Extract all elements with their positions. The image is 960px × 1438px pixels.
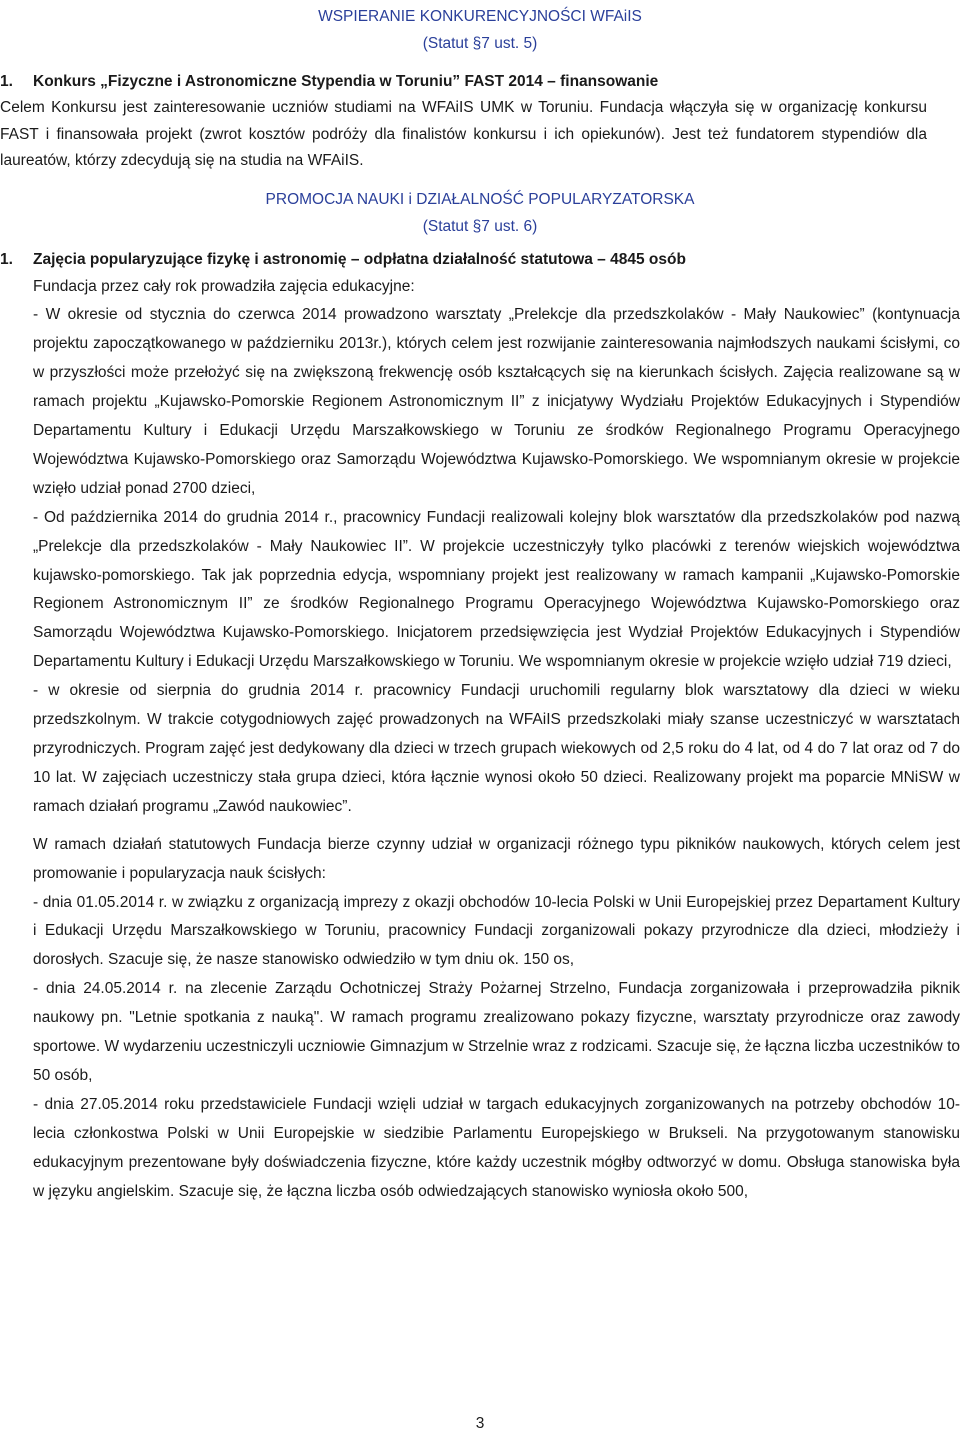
paragraph-gap [33, 822, 960, 831]
paragraph: W ramach działań statutowych Fundacja bierze czynny udział w organizacji różnego typu pikników naukowych, których celem jest promowanie i popularyzacja nauk ścisłych: [33, 835, 960, 882]
item-title-text: Zajęcia popularyzujące fizykę i astronomię – odpłatna działalność statutowa – 4845 osób [33, 250, 686, 268]
section-header-title: PROMOCJA NAUKI i DZIAŁALNOŚĆ POPULARYZATORSKA [265, 190, 695, 208]
item-popularization-classes [0, 246, 960, 1207]
paragraph: - w okresie od sierpnia do grudnia 2014 r. pracownicy Fundacji uruchomili regularny blok warsztatowy dla dzieci w wieku przedszkolnym. W trakcie cotygodniowych zajęć prowadzonych na WFAiIS przedszkolaki miały szanse uczestniczyć w warsztatach przyrodniczych. Program zajęć jest dedykowany dla dzieci w trzech grupach wiekowych od 2,5 roku do 4 lat, od 4 do 7 lat oraz od 7 do 10 lat. W zajęciach uczestniczy stała grupa dzieci, która łącznie wynosi około 50 dzieci. Realizowany projekt ma poparcie MNiSW w ramach działań programu „Zawód naukowiec”. [33, 682, 960, 815]
item-body [33, 273, 960, 1207]
paragraph: - dnia 24.05.2014 r. na zlecenie Zarządu Ochotniczej Straży Pożarnej Strzelno, Fundacja zorganizowała i przeprowadziła piknik naukowy pn. "Letnie spotkania z nauką". W ramach programu zrealizowano pokazy fizyczne, warsztaty przyrodnicze oraz zawody sportowe. W wydarzeniu uczestniczyli uczniowie Gimnazjum w Strzelnie wraz z rodzicami. Szacuje się, że łączna liczba uczestników to 50 osób, [33, 980, 960, 1084]
paragraph: Fundacja przez cały rok prowadziła zajęcia edukacyjne: [33, 277, 415, 295]
item-number: 1. [0, 73, 13, 90]
section-header-support [0, 0, 960, 57]
paragraph: - Od października 2014 do grudnia 2014 r., pracownicy Fundacji realizowali kolejny blok warsztatów dla przedszkolaków pod nazwą „Prelekcje dla przedszkolaków - Mały Naukowiec II”. W projekcie uczestniczyły tylko placówki z terenów wiejskich województwa kujawsko-pomorskiego. Tak jak poprzednia edycja, wspomniany projekt jest realizowany w ramach kampanii „Kujawsko-Pomorskie Regionem Astronomicznym II” ze środków Regionalnego Programu Operacyjnego Województwa Kujawsko-Pomorskiego oraz Samorządu Województwa Kujawsko-Pomorskiego. Inicjatorem przedsięwzięcia jest Wydział Projektów Edukacyjnych i Stypendiów Departamentu Kultury i Edukacji Urzędu Marszałkowskiego w Toruniu. We wspomnianym okresie w projekcie wzięło udział 719 dzieci, [33, 508, 960, 671]
paragraph: - W okresie od stycznia do czerwca 2014 prowadzono warsztaty „Prelekcje dla przedszkolaków - Mały Naukowiec” (kontynuacja projektu zapoczątkowanego w październiku 2013r.), których celem jest rozwijanie zainteresowania najmłodszych naukami ścisłymi, co w przyszłości może przełożyć się na zwiększoną frekwencję osób kształcących się na kierunkach ścisłych. Zajęcia realizowane są w ramach projektu „Kujawsko-Pomorskie Regionem Astronomicznym II” z inicjatywy Wydziału Projektów Edukacyjnych i Stypendiów Departamentu Kultury i Edukacji Urzędu Marszałkowskiego w Toruniu ze środków Regionalnego Programu Operacyjnego Województwa Kujawsko-Pomorskiego oraz Samorządu Województwa Kujawsko-Pomorskiego. We wspomnianym okresie w projekcie wzięło udział ponad 2700 dzieci, [33, 306, 960, 497]
section-header-title: WSPIERANIE KONKURENCYJNOŚCI WFAiIS [318, 8, 642, 25]
page-number: 3 [475, 1415, 485, 1432]
section-header-promotion [0, 175, 960, 240]
section-header-statute-ref: (Statut §7 ust. 5) [422, 35, 538, 52]
item-title-text: Konkurs „Fizyczne i Astronomiczne Stypendia w Toruniu” FAST 2014 – finansowanie [33, 73, 659, 90]
item-title [0, 246, 960, 273]
item-title [0, 69, 960, 94]
paragraph: - dnia 01.05.2014 r. w związku z organizacją imprezy z okazji obchodów 10-lecia Polski w Unii Europejskiej przez Departament Kultury i Edukacji Urzędu Marszałkowskiego w Toruniu, pracownicy Fundacji zorganizowali pokazy przyrodnicze dla dzieci, młodzieży i dorosłych. Szacuje się, że nasze stanowisko odwiedziło w tym dniu ok. 150 os, [33, 893, 960, 969]
item-body: Celem Konkursu jest zainteresowanie uczniów studiami na WFAiIS UMK w Toruniu. Fundacja włączyła się w organizację konkursu FAST i finansowała projekt (zwrot kosztów podróży dla finalistów konkursu i ich opiekunów). Jest też fundatorem stypendiów dla laureatów, którzy zdecydują się na studia na WFAiIS. [0, 99, 927, 169]
section-header-statute-ref: (Statut §7 ust. 6) [422, 217, 538, 235]
paragraph: - dnia 27.05.2014 roku przedstawiciele Fundacji wzięli udział w targach edukacyjnych zorganizowanych na potrzeby obchodów 10-lecia członkostwa Polski w Unii Europejskie w siedzibie Parlamentu Europejskiego w Brukseli. Na przygotowanym stanowisku edukacyjnym prezentowane były doświadczenia fizyczne, które każdy uczestnik mógłby odtworzyć w domu. Obsługa stanowiska była w języku angielskim. Szacuje się, że łączna liczba osób odwiedzających stanowisko wyniosła około 500, [33, 1095, 960, 1200]
item-fast-contest [0, 69, 960, 175]
item-number: 1. [0, 250, 13, 268]
